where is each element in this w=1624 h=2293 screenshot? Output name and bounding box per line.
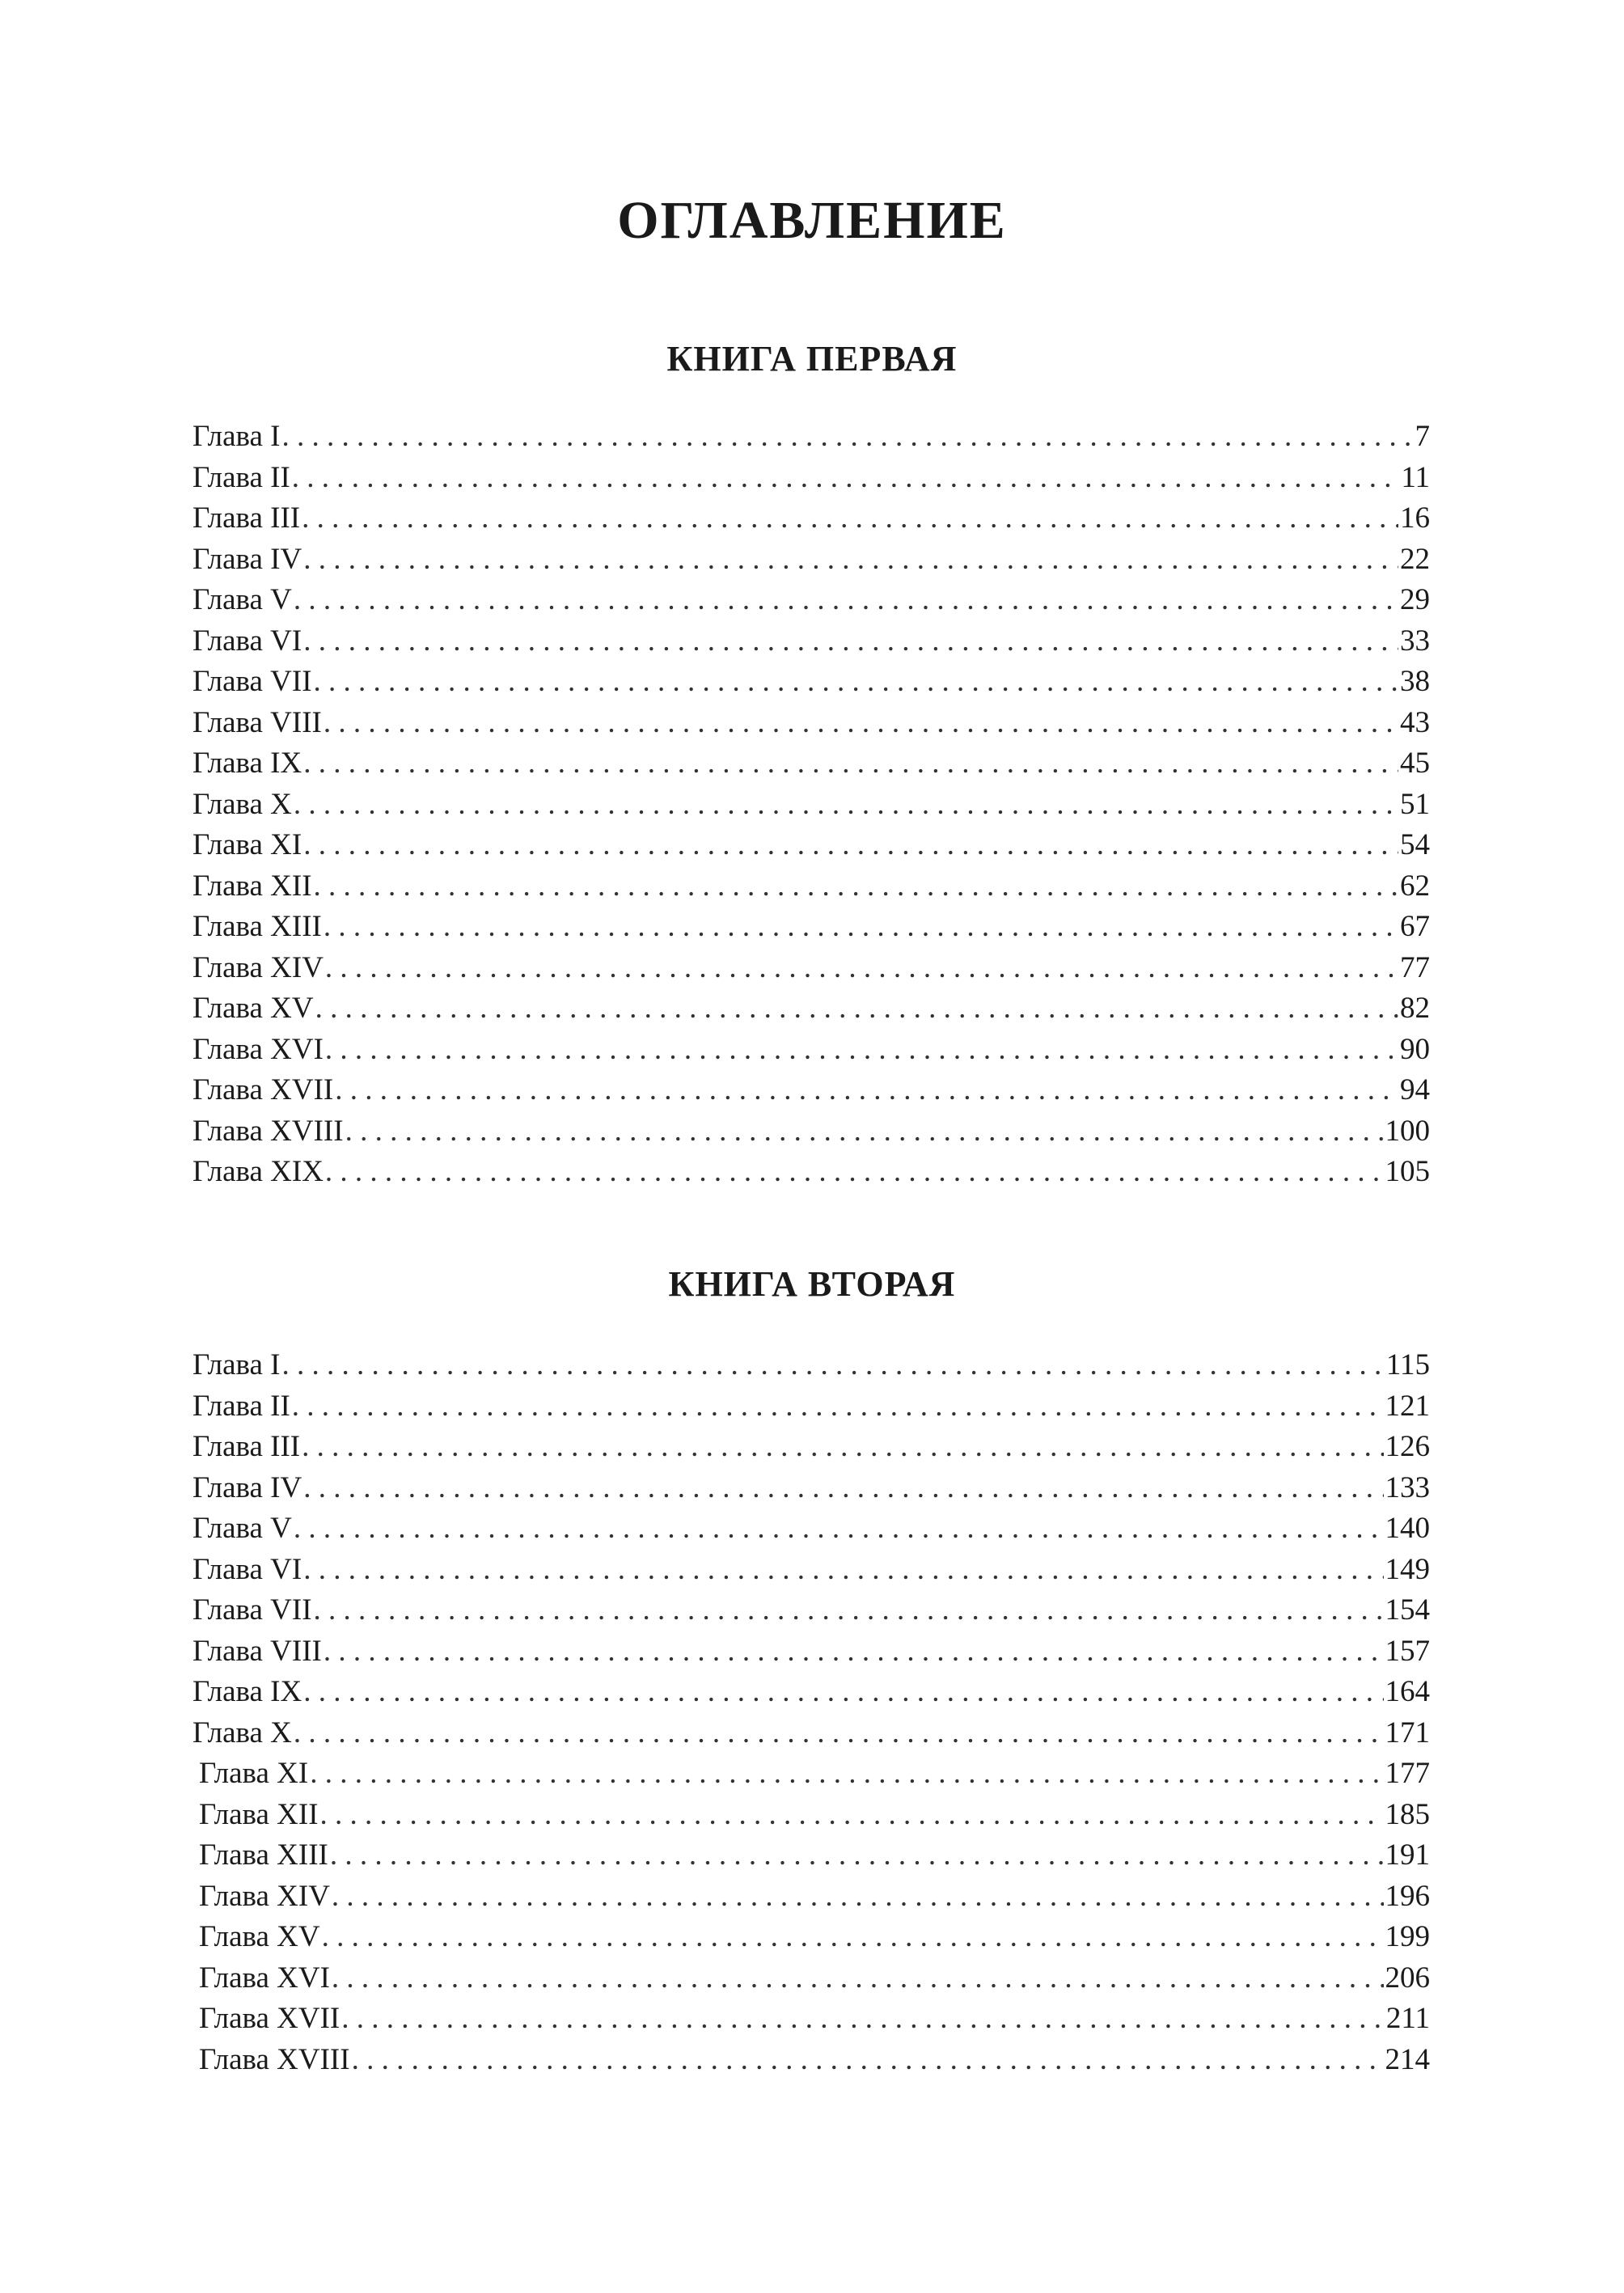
toc-entry[interactable] [192, 1468, 1430, 1509]
toc-dot-leader [314, 866, 1398, 907]
toc-entry[interactable] [192, 498, 1430, 539]
toc-entry-page: 54 [1400, 828, 1430, 861]
toc-entry-label: Глава XVIII [199, 2042, 350, 2076]
toc-entry-label: Глава III [192, 501, 301, 535]
toc-entry-page: 16 [1400, 501, 1430, 535]
toc-entry-label: Глава XIII [192, 910, 322, 943]
toc-entry-label: Глава IX [192, 747, 302, 780]
toc-entry-label: Глава VI [192, 624, 302, 658]
toc-entry-page: 121 [1385, 1389, 1430, 1423]
toc-entry-label: Глава V [192, 583, 292, 616]
toc-entry[interactable] [192, 1917, 1430, 1958]
toc-entry[interactable] [192, 539, 1430, 581]
toc-dot-leader [332, 1958, 1384, 1999]
toc-entry-page: 105 [1385, 1155, 1430, 1188]
toc-entry[interactable] [192, 580, 1430, 621]
toc-entry-label: Глава VIII [192, 705, 322, 739]
toc-entry-page: 43 [1400, 705, 1430, 739]
toc-entry-label: Глава IV [192, 1470, 302, 1504]
toc-entry-label: Глава I [192, 1348, 281, 1381]
toc-entry-page: 154 [1385, 1593, 1430, 1627]
toc-dot-leader [325, 1030, 1398, 1071]
toc-entry-label: Глава XVII [192, 1073, 334, 1106]
toc-entry-label: Глава XVIII [192, 1114, 344, 1148]
toc-entry-page: 214 [1385, 2042, 1430, 2076]
toc-entry-label: Глава X [192, 1716, 292, 1749]
toc-entry-label: Глава XIX [192, 1155, 324, 1188]
toc-entry-page: 164 [1385, 1675, 1430, 1708]
toc-entry-page: 126 [1385, 1430, 1430, 1463]
book-two-toc-list [192, 1345, 1430, 2080]
toc-entry-label: Глава V [192, 1512, 292, 1545]
toc-entry-page: 22 [1400, 542, 1430, 576]
toc-dot-leader [303, 1672, 1383, 1713]
toc-entry[interactable] [192, 1672, 1430, 1713]
toc-dot-leader [314, 1590, 1384, 1631]
toc-entry-page: 211 [1385, 2002, 1430, 2035]
toc-entry-label: Глава X [192, 787, 292, 821]
toc-entry-label: Глава XII [199, 1797, 319, 1831]
toc-dot-leader [281, 417, 1413, 458]
toc-entry-page: 11 [1401, 460, 1430, 494]
toc-entry-page: 177 [1385, 1757, 1430, 1790]
toc-entry-page: 149 [1385, 1552, 1430, 1586]
toc-dot-leader [292, 1386, 1384, 1428]
toc-entry-page: 90 [1400, 1032, 1430, 1066]
toc-dot-leader [302, 1427, 1383, 1468]
toc-entry-label: Глава XIV [199, 1879, 330, 1913]
toc-dot-leader [294, 785, 1398, 826]
toc-dot-leader [324, 907, 1398, 948]
toc-dot-leader [322, 1917, 1384, 1958]
toc-dot-leader [302, 498, 1398, 539]
toc-entry-label: Глава XI [199, 1757, 309, 1790]
toc-dot-leader [341, 1999, 1385, 2040]
toc-dot-leader [330, 1835, 1384, 1876]
toc-entry-label: Глава XVI [199, 1961, 330, 1995]
toc-entry[interactable] [192, 1876, 1430, 1918]
toc-dot-leader [294, 580, 1398, 621]
toc-dot-leader [325, 1152, 1384, 1193]
toc-entry[interactable] [192, 2040, 1430, 2081]
toc-entry[interactable] [192, 1999, 1430, 2040]
toc-entry[interactable] [192, 1070, 1430, 1111]
toc-entry[interactable] [192, 988, 1430, 1030]
book-one-heading: КНИГА ПЕРВАЯ [666, 339, 958, 379]
toc-entry[interactable] [192, 785, 1430, 826]
toc-entry-label: Глава II [192, 460, 290, 494]
book-two-heading: КНИГА ВТОРАЯ [668, 1264, 956, 1304]
toc-entry[interactable] [192, 1508, 1430, 1550]
page-title: ОГЛАВЛЕНИЕ [617, 191, 1007, 250]
toc-entry-label: Глава XI [192, 828, 302, 861]
toc-entry[interactable] [192, 458, 1430, 499]
toc-entry-label: Глава VI [192, 1552, 302, 1586]
toc-entry[interactable] [192, 1754, 1430, 1795]
toc-entry-page: 29 [1400, 583, 1430, 616]
toc-entry-page: 191 [1385, 1838, 1430, 1872]
toc-entry[interactable] [192, 948, 1430, 989]
toc-entry-page: 51 [1400, 787, 1430, 821]
toc-entry-page: 206 [1385, 1961, 1430, 1995]
toc-dot-leader [325, 948, 1398, 989]
toc-dot-leader [324, 703, 1398, 744]
toc-entry-page: 157 [1385, 1634, 1430, 1668]
toc-dot-leader [281, 1345, 1384, 1386]
toc-entry[interactable] [192, 825, 1430, 866]
toc-entry-page: 7 [1415, 420, 1430, 453]
toc-entry-page: 38 [1400, 665, 1430, 698]
toc-dot-leader [303, 1468, 1383, 1509]
toc-entry-page: 100 [1385, 1114, 1430, 1148]
toc-dot-leader [332, 1876, 1384, 1918]
toc-dot-leader [314, 662, 1398, 703]
toc-entry-label: Глава II [192, 1389, 290, 1423]
toc-entry[interactable] [192, 1030, 1430, 1071]
toc-entry-label: Глава XV [199, 1920, 320, 1953]
toc-entry-page: 115 [1385, 1348, 1430, 1381]
book-one-toc-list [192, 417, 1430, 1193]
toc-entry[interactable] [192, 1958, 1430, 1999]
toc-entry-page: 196 [1385, 1879, 1430, 1913]
toc-entry[interactable] [192, 417, 1430, 458]
toc-entry-page: 140 [1385, 1512, 1430, 1545]
toc-entry[interactable] [192, 1111, 1430, 1153]
toc-entry-page: 77 [1400, 950, 1430, 984]
toc-entry[interactable] [192, 1345, 1430, 1386]
toc-entry[interactable] [192, 621, 1430, 662]
toc-entry[interactable] [192, 907, 1430, 948]
toc-entry[interactable] [192, 1152, 1430, 1193]
toc-entry-page: 67 [1400, 910, 1430, 943]
toc-entry-page: 171 [1385, 1716, 1430, 1749]
toc-dot-leader [345, 1111, 1384, 1153]
toc-entry-label: Глава IV [192, 542, 302, 576]
toc-dot-leader [292, 458, 1400, 499]
toc-entry-label: Глава I [192, 420, 281, 453]
toc-entry[interactable] [192, 1427, 1430, 1468]
toc-entry[interactable] [192, 703, 1430, 744]
toc-entry-page: 45 [1400, 747, 1430, 780]
toc-dot-leader [320, 1795, 1384, 1836]
toc-dot-leader [335, 1070, 1398, 1111]
toc-entry-page: 94 [1400, 1073, 1430, 1106]
toc-entry[interactable] [192, 743, 1430, 785]
toc-entry[interactable] [192, 662, 1430, 703]
toc-dot-leader [352, 2040, 1384, 2081]
toc-entry-page: 82 [1400, 992, 1430, 1025]
toc-dot-leader [324, 1631, 1384, 1673]
toc-entry-label: Глава III [192, 1430, 301, 1463]
toc-dot-leader [303, 539, 1398, 581]
toc-entry-label: Глава XVI [192, 1032, 324, 1066]
toc-entry-page: 62 [1400, 869, 1430, 903]
toc-entry-page: 199 [1385, 1920, 1430, 1953]
toc-entry[interactable] [192, 1713, 1430, 1754]
toc-entry[interactable] [192, 1631, 1430, 1673]
toc-entry[interactable] [192, 1386, 1430, 1428]
toc-entry[interactable] [192, 1835, 1430, 1876]
toc-entry-page: 133 [1385, 1470, 1430, 1504]
toc-entry-label: Глава VII [192, 1593, 312, 1627]
toc-dot-leader [294, 1508, 1384, 1550]
toc-entry[interactable] [192, 866, 1430, 907]
toc-dot-leader [294, 1713, 1384, 1754]
toc-dot-leader [303, 825, 1398, 866]
toc-entry-page: 185 [1385, 1797, 1430, 1831]
toc-entry[interactable] [192, 1550, 1430, 1591]
toc-dot-leader [303, 743, 1398, 785]
toc-entry-label: Глава VIII [192, 1634, 322, 1668]
toc-entry-label: Глава XVII [199, 2002, 340, 2035]
toc-entry-page: 33 [1400, 624, 1430, 658]
toc-entry-label: Глава IX [192, 1675, 302, 1708]
toc-dot-leader [315, 988, 1398, 1030]
toc-entry[interactable] [192, 1590, 1430, 1631]
toc-entry-label: Глава XV [192, 992, 314, 1025]
toc-entry-label: Глава XIV [192, 950, 324, 984]
toc-dot-leader [303, 1550, 1383, 1591]
toc-dot-leader [303, 621, 1398, 662]
toc-entry[interactable] [192, 1795, 1430, 1836]
toc-entry-label: Глава XII [192, 869, 312, 903]
toc-entry-label: Глава VII [192, 665, 312, 698]
toc-entry-label: Глава XIII [199, 1838, 328, 1872]
toc-dot-leader [310, 1754, 1383, 1795]
